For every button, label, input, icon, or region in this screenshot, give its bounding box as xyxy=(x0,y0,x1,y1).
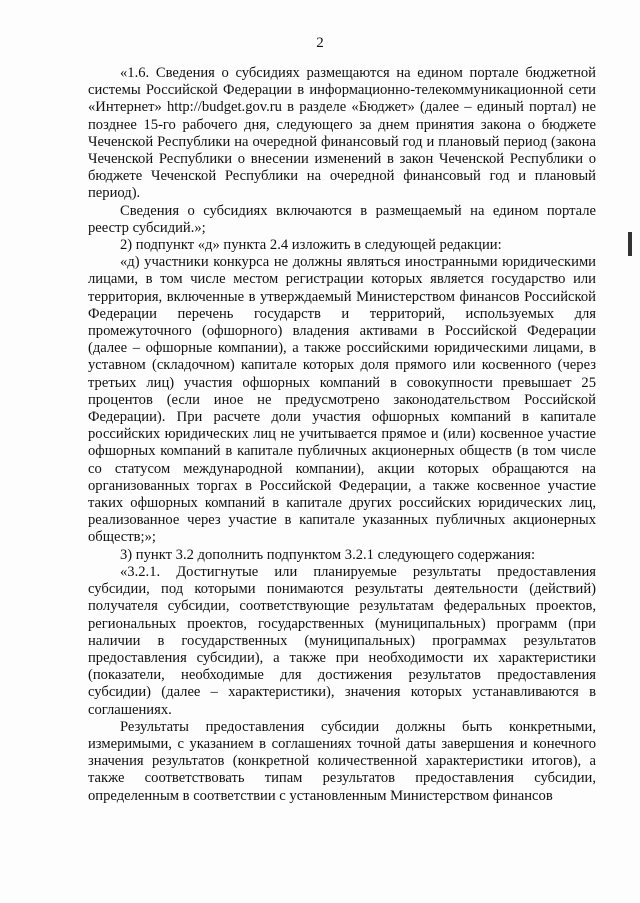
scan-edge-mark xyxy=(628,232,632,256)
paragraph-subitem-d: «д) участники конкурса не должны являться иностранными юридическими лицами, в том числе местом регистрации которых является государство или территория, включенные в утверждаемый Министерством финансов Российской Федерации перечень государств и территорий, используемых для промежуточного (офшорного) владения активами в Российской Федерации (далее – офшорные компании), а также российскими юридическими лицами, в уставном (складочном) капитале которых доля прямого или косвенного (через третьих лиц) участия офшорных компаний в совокупности превышает 25 процентов (если иное не предусмотрено законодательством Российской Федерации). При расчете доли участия офшорных компаний в капитале российских юридических лиц не учитывается прямое и (или) косвенное участие офшорных компаний в капитале публичных акционерных обществ (в том числе со статусом международной компании), акции которых обращаются на организованных торгах в Российской Федерации, а также косвенное участие таких офшорных компаний в капитале других российских юридических лиц, реализованное через участие в капитале указанных публичных акционерных обществ;»; xyxy=(88,254,596,546)
paragraph-amendment-3: 3) пункт 3.2 дополнить подпунктом 3.2.1 следующего содержания: xyxy=(120,546,536,563)
paragraph-3-2-1: «3.2.1. Достигнутые или планируемые результаты предоставления субсидии, под которыми понимаются результаты деятельности (действий) получателя субсидии, соответствующие результатам федеральных проектов, региональных проектов, государственных (муниципальных) программ (при наличии в государственных (муниципальных) программах результатов предоставления субсидии), а также при необходимости их характеристики (показатели, необходимые для достижения результатов предоставления субсидии) (далее – характеристики), значения которых устанавливаются в соглашениях. xyxy=(88,563,596,718)
paragraph-results: Результаты предоставления субсидии должны быть конкретными, измеримыми, с указанием в соглашениях точной даты завершения и конечного значения результатов (конкретной количественной характеристики итогов), а также соответствовать типам результатов предоставления субсидии, определенным в соответствии с установленным Министерством финансов xyxy=(88,718,596,804)
paragraph-amendment-2: 2) подпункт «д» пункта 2.4 изложить в следующей редакции: xyxy=(120,237,502,254)
paragraph-1-6: «1.6. Сведения о субсидиях размещаются на едином портале бюджетной системы Российской Федерации в информационно-телекоммуникационной сети «Интернет» http://budget.gov.ru в разделе «Бюджет» (далее – единый портал) не позднее 15-го рабочего дня, следующего за днем принятия закона о бюджете Чеченской Республики на очередной финансовый год и плановый период (закона Чеченской Республики о внесении изменений в закон Чеченской Республики о бюджете Чеченской Республики на очередной финансовый год и плановый период). xyxy=(88,65,596,202)
page-number: 2 xyxy=(316,35,324,51)
paragraph-subsidy-registry: Сведения о субсидиях включаются в размещаемый на едином портале реестр субсидий.»; xyxy=(88,202,596,236)
document-body xyxy=(88,65,596,805)
